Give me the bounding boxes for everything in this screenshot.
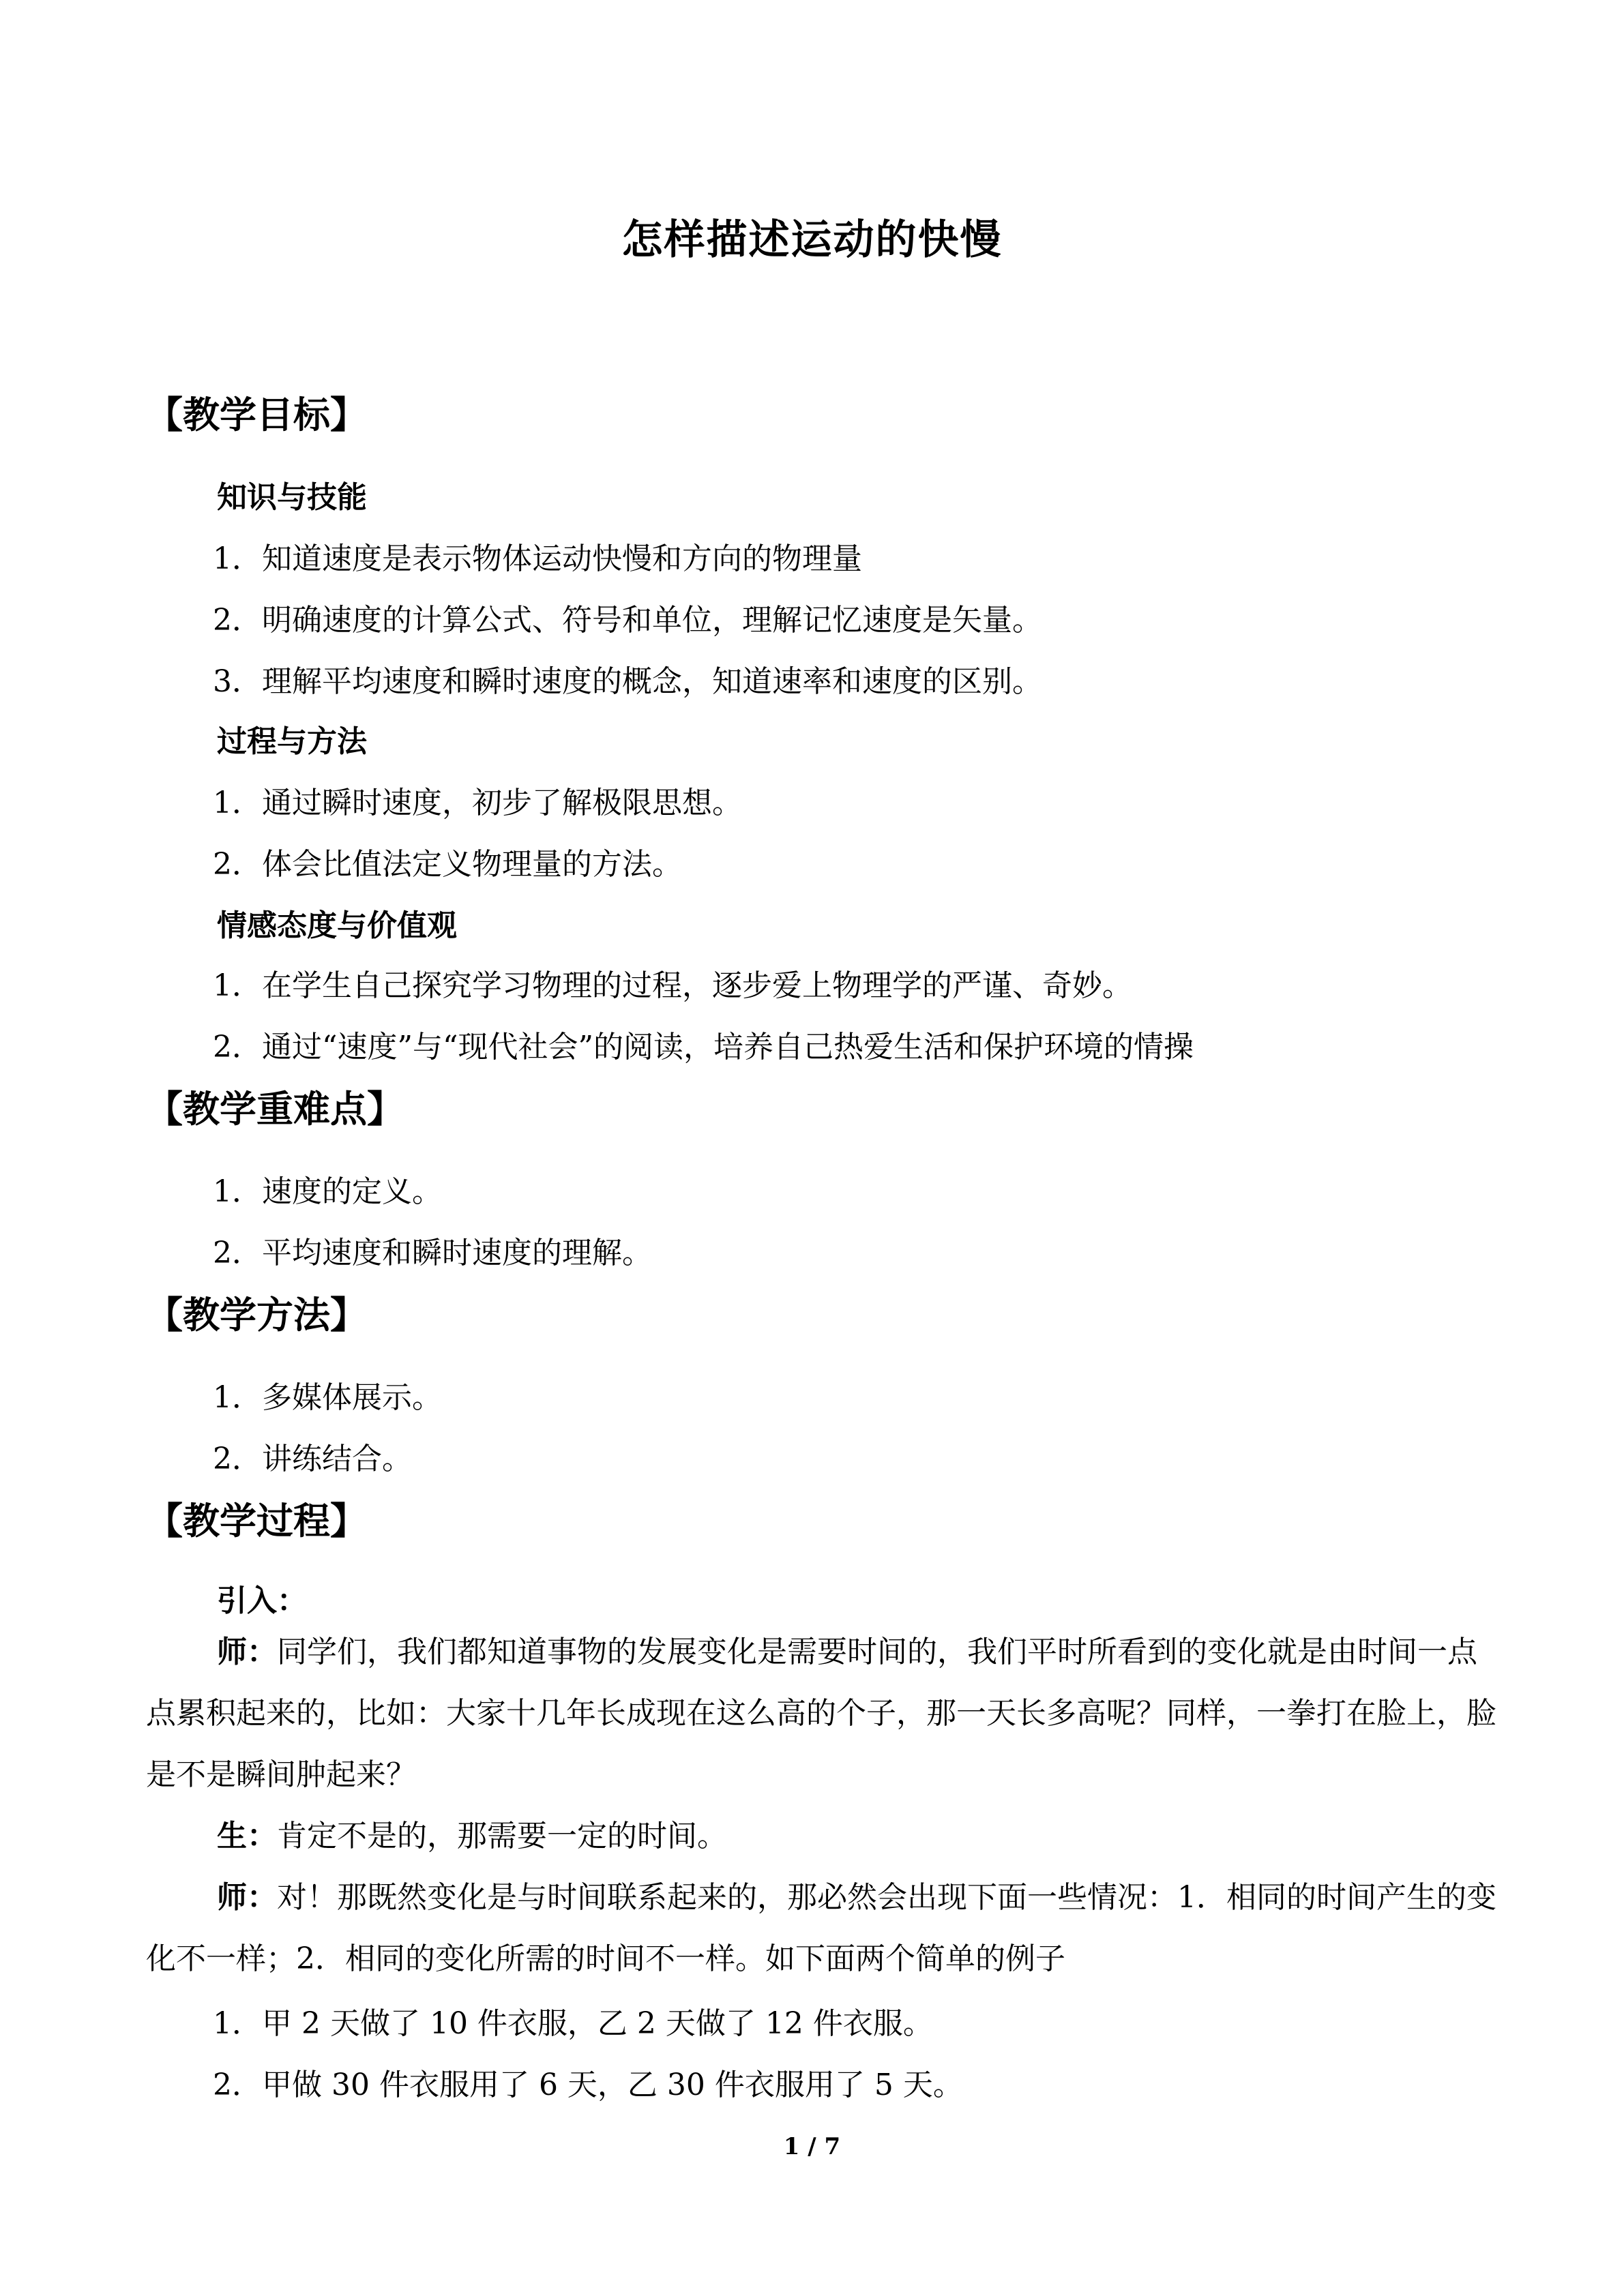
intro-label: 引入： bbox=[217, 1583, 307, 1618]
dialogue-paragraph bbox=[146, 1622, 1503, 1806]
list-item: 1．多媒体展示。 bbox=[213, 1380, 442, 1415]
list-item: 2．体会比值法定义物理量的方法。 bbox=[213, 847, 682, 882]
example-item: 1．甲 2 天做了 10 件衣服，乙 2 天做了 12 件衣服。 bbox=[213, 2006, 933, 2041]
dialogue-text: 肯定不是的，那需要一定的时间。 bbox=[277, 1819, 727, 1853]
section-heading-process: 【教学过程】 bbox=[146, 1500, 367, 1542]
section-heading-objectives: 【教学目标】 bbox=[146, 393, 367, 436]
section-heading-key-points: 【教学重难点】 bbox=[146, 1088, 404, 1131]
list-item: 2．平均速度和瞬时速度的理解。 bbox=[213, 1236, 652, 1270]
subheading-process-method: 过程与方法 bbox=[217, 724, 367, 759]
section-heading-methods: 【教学方法】 bbox=[146, 1294, 367, 1337]
list-item: 1．速度的定义。 bbox=[213, 1174, 442, 1209]
list-item: 1．通过瞬时速度，初步了解极限思想。 bbox=[213, 786, 742, 820]
document-title: 怎样描述运动的快慢 bbox=[621, 216, 1003, 264]
list-item: 3．理解平均速度和瞬时速度的概念，知道速率和速度的区别。 bbox=[213, 664, 1042, 699]
dialogue-paragraph bbox=[146, 1806, 1503, 1867]
speaker-label: 生： bbox=[217, 1819, 277, 1853]
list-item: 2．通过“速度”与“现代社会”的阅读，培养自己热爱生活和保护环境的情操 bbox=[213, 1030, 1194, 1064]
dialogue-text: 对！那既然变化是与时间联系起来的，那必然会出现下面一些情况：1．相同的时间产生的变化不一样；2．相同的变化所需的时间不一样。如下面两个简单的例子 bbox=[146, 1880, 1496, 1976]
page-number: 1 / 7 bbox=[783, 2133, 841, 2160]
example-item: 2．甲做 30 件衣服用了 6 天，乙 30 件衣服用了 5 天。 bbox=[213, 2068, 963, 2102]
dialogue-text: 同学们，我们都知道事物的发展变化是需要时间的，我们平时所看到的变化就是由时间一点点累积起来的，比如：大家十几年长成现在这么高的个子，那一天长多高呢？同样，一拳打在脸上，脸是不是瞬间肿起来？ bbox=[146, 1635, 1496, 1792]
list-item: 1．在学生自己探究学习物理的过程，逐步爱上物理学的严谨、奇妙。 bbox=[213, 968, 1132, 1003]
list-item: 2．讲练结合。 bbox=[213, 1442, 412, 1476]
subheading-emotion-values: 情感态度与价值观 bbox=[217, 908, 457, 943]
list-item: 1．知道速度是表示物体运动快慢和方向的物理量 bbox=[213, 541, 862, 576]
speaker-label: 师： bbox=[217, 1880, 277, 1915]
list-item: 2．明确速度的计算公式、符号和单位，理解记忆速度是矢量。 bbox=[213, 603, 1042, 638]
subheading-knowledge: 知识与技能 bbox=[217, 480, 367, 515]
dialogue-paragraph bbox=[146, 1867, 1503, 1990]
speaker-label: 师： bbox=[217, 1635, 277, 1669]
